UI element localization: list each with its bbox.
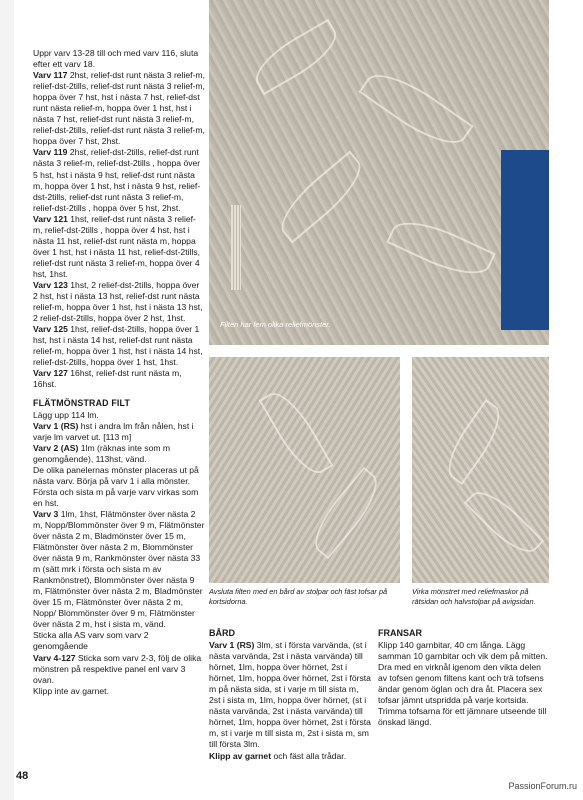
section-heading-filt: FLÄTMÖNSTRAD FILT [33,398,131,409]
tassel [231,205,241,290]
paragraph-row-117: Varv 117 2hst, relief-dst runt nästa 3 relief-m, relief-dst-2tills, relief-dst runt nästa 3 relief-m, hoppa över 7 hst, hst i nästa 7 hst, relief-dst runt nästa relief-m, hoppa över 1 hst, hst i nästa 7 hst, relief-dst runt nästa 3 relief-m, relief-dst-2tills, relief-dst runt nästa 3 relief-m, hoppa över 7 hst, 2hst. [33,70,205,147]
paragraph-row-125: Varv 125 1hst, relief-dst-2tills, hoppa över 1 hst, hst i nästa 14 hst, relief-dst runt nästa relief-m, hoppa över 1 hst, hst i nästa 14 hst, relief-dst-2tills, hoppa över 1 hst, 1hst. [33,324,203,368]
section-heading-fransar: FRANSAR [378,628,422,638]
filt-paragraph: Klipp inte av garnet. [33,685,109,696]
filt-paragraph: Varv 1 (RS) hst i andra lm från nålen, hst i varje lm varvet ut. [113 m] [33,420,194,442]
border-section [209,628,371,762]
paragraph-row-123: Varv 123 1hst, 2 relief-dst-2tills, hoppa över 2 hst, hst i nästa 13 hst, relief-dst runt nästa relief-m, hoppa över 1 hst, hst i nästa 13 hst, 2 relief-dst-2tills, hoppa över 2 hst, 1hst. [33,279,203,324]
leaf-motif [438,399,511,485]
filt-paragraph: Varv 4-127 Sticka som varv 2-3, följ de olika mönstren på respektive panel enl varv 3 ovan. [33,652,202,685]
fringe-section [378,628,548,728]
paragraph-intro: Uppr varv 13-28 till och med varv 116, sluta efter ett varv 18. [33,48,199,70]
leaf-motif [304,467,389,560]
fransar-paragraph: Klipp 140 garnbitar, 40 cm långa. Lägg samman 10 garnbitar och vik dem på mitten. Dra med en virknål igenom den vikta delen av tofsen genom filtens kant och trä tofsens ändar genom öglan och dra åt. Placera sex tofsar jämnt utspridda på varje kortsida. Trimma tofsarna för ett jämnare utseende till önskad längd. [378,640,548,728]
paragraph-row-127: Varv 127 16hst, relief-dst runt nästa m, 16hst. [33,368,182,390]
leaf-motif [464,482,545,563]
filt-paragraph: De olika panelernas mönster placeras ut på nästa varv. Börja på varv 1 i alla mönster. Första och sista m på varje varv virkas som en hst. [33,464,199,508]
blanket-photo-main [209,0,549,345]
caption-bottom-left: Avsluta filten med en bård av stolpar och fäst tofsar på kortsidorna. [209,587,388,606]
bard-end-paragraph: Klipp av garnet och fäst alla trådar. [209,750,347,761]
filt-paragraph: Lägg upp 114 lm. [33,409,99,420]
paragraph-row-119: Varv 119 2hst, relief-dst-2tills, relief-dst runt nästa 3 relief-m, relief-dst-2tills , hoppa över 5 hst, hst i nästa 9 hst, relief-dst runt nästa m, hoppa över 1 hst, hst i nästa 9 hst, relief-dst-2tills, relief-dst runt nästa 3 relief-m, relief-dst-2tills , hoppa över 5 hst, 2hst. [33,147,201,213]
caption-bottom-right: Virka mönstret med reliefmaskor på rätsidan och halvstolpar på avigsidan. [412,587,536,606]
photo-background [501,150,549,330]
filt-paragraph: Varv 3 1lm, 1hst, Flätmönster över nästa 2 m, Nopp/Blommönster över 9 m, Flätmönster över nästa 2 m, Bladmönster över 15 m, Flätmönster över nästa 2 m, Blommönster över nästa 9 m, Rankmönster över nästa 33 m (sätt mrk i första och sista m av Rankmönstret), Blommönster över nästa 9 m, Flätmönster över nästa 2 m, Bladmönster över 15 m, Flätmönster över nästa 2 m, Nopp/ Blommönster över 9 m, Flätmönster över nästa 2 m, hst i sista m, vänd. [33,508,205,630]
paragraph-row-121: Varv 121 1hst, relief-dst runt nästa 3 relief-m, relief-dst-2tills , hoppa över 4 hst, hst i nästa 11 hst, relief-dst runt nästa m, hoppa över 1 hst, hst i nästa 11 hst, relief-dst-2tills, relief-dst runt nästa 3 relief-m, hoppa över 4 hst, 1hst. [33,213,201,279]
leaf-motif [358,61,473,158]
page-number: 48 [16,770,29,782]
leaf-motif [247,19,345,95]
blanket-photo-border [209,357,400,583]
leaf-motif [270,151,372,244]
leaf-motif [259,384,334,481]
filt-paragraph: Varv 2 (AS) 1lm (räknas inte som m genomgående), 113hst, vänd. [33,442,171,464]
blanket-photo-relief [412,357,549,583]
section-heading-bard: BÅRD [209,628,235,638]
bard-paragraph: Varv 1 (RS) 3lm, st i första varvända, (st i nästa varvända, 2st i nästa varvända) till hörnet, 1lm, hoppa över hörnet, 2st i hörnet, 1lm, hoppa över hörnet, 2st i första m på nästa sida, st i varje m till sista m, 2st i sista m, 1lm, hoppa över hörnet, (st i nästa varvända, 2st i nästa varvända) till hörnet, 1lm, hoppa över hörnet, 2st i första m, st i varje m till sista m, 2st i sista m, sm till första 3lm. [209,640,371,750]
left-column [33,48,205,697]
page-edge-strip [0,0,14,800]
watermark: PassionForum.ru [508,781,577,791]
filt-paragraph: Sticka alla AS varv som varv 2 genomgående [33,630,149,652]
leaf-motif [386,210,495,287]
photo-caption-top: Filten har fem olika reliefmönster. [220,320,331,329]
